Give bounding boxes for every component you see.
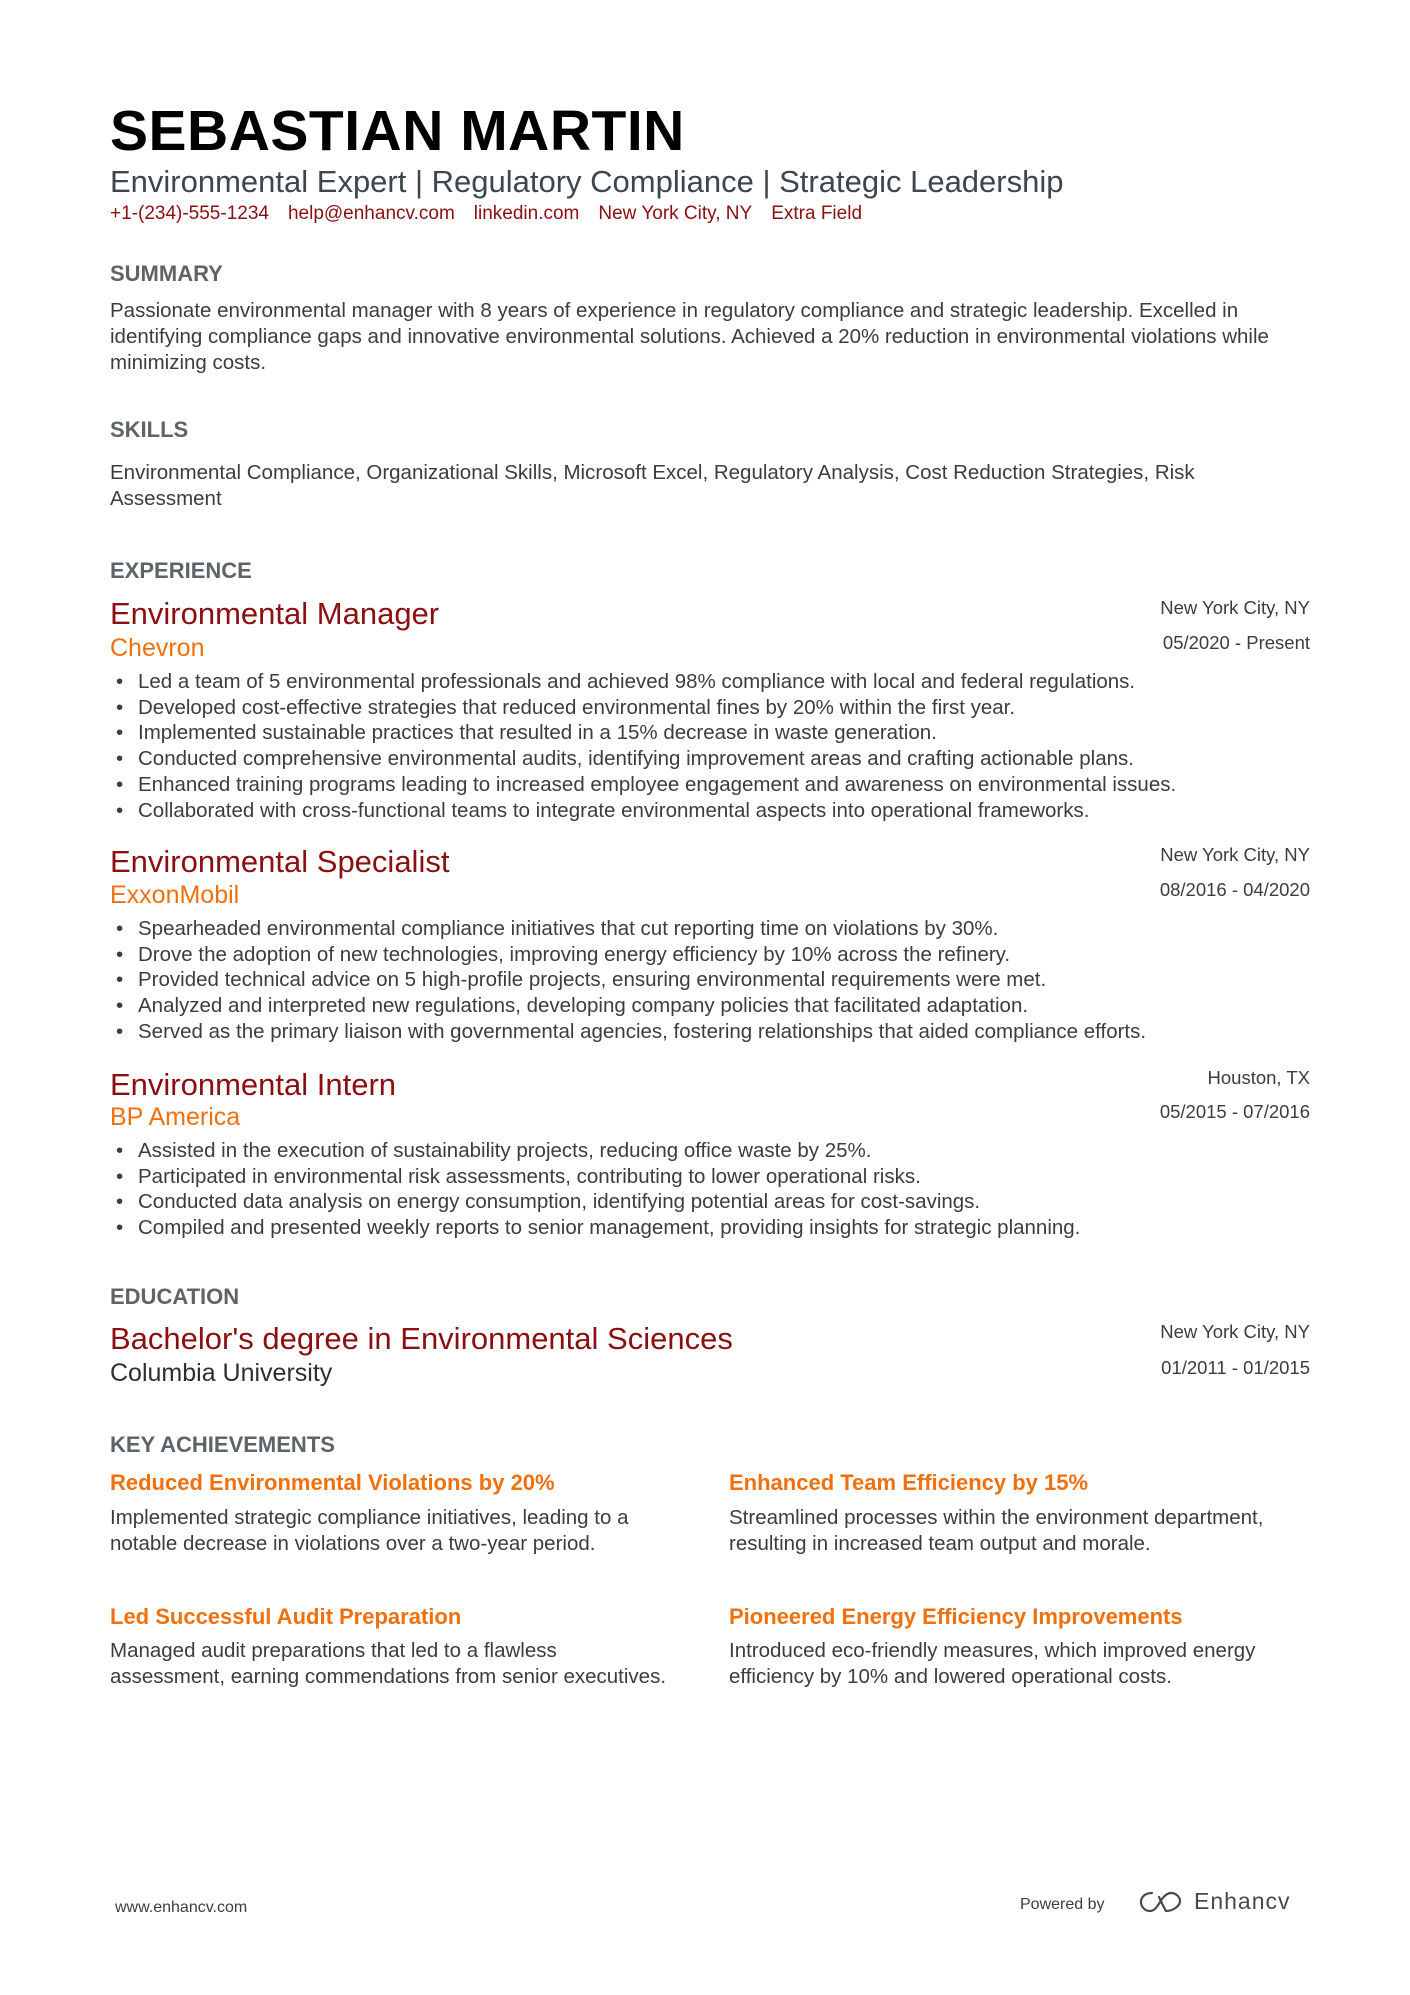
bullet-item: • Conducted data analysis on energy consumption, identifying potential areas for cost-savings. bbox=[110, 1189, 1320, 1215]
extra-field-text: Extra Field bbox=[771, 203, 863, 224]
bullet-item: • Spearheaded environmental compliance initiatives that cut reporting time on violations by 30%. bbox=[110, 916, 1320, 942]
job-location: New York City, NY bbox=[1160, 844, 1310, 865]
company-name: Chevron bbox=[110, 634, 205, 662]
skills-text: Environmental Compliance, Organizational Skills, Microsoft Excel, Regulatory Analysis, Cost Reduction Strategies, Risk Assessment bbox=[110, 461, 1195, 510]
footer-website-link[interactable]: www.enhancv.com bbox=[115, 1899, 248, 1916]
candidate-headline: Environmental Expert | Regulatory Compliance | Strategic Leadership bbox=[110, 164, 1064, 199]
degree-title: Bachelor's degree in Environmental Sciences bbox=[110, 1321, 733, 1356]
achievement-description: Streamlined processes within the environment department, resulting in increased team output and morale. bbox=[729, 1506, 1264, 1555]
company-name: ExxonMobil bbox=[110, 881, 240, 909]
bullet-item: • Compiled and presented weekly reports to senior management, providing insights for strategic planning. bbox=[110, 1215, 1320, 1241]
enhancv-brand-text: Enhancv bbox=[1194, 1888, 1291, 1914]
achievements-heading: KEY ACHIEVEMENTS bbox=[110, 1432, 335, 1457]
job-title: Environmental Manager bbox=[110, 596, 440, 631]
bullet-item: • Analyzed and interpreted new regulations, developing company policies that facilitated adaptation. bbox=[110, 993, 1320, 1019]
bullet-item: • Enhanced training programs leading to increased employee engagement and awareness on environmental issues. bbox=[110, 772, 1320, 798]
job-location: New York City, NY bbox=[1160, 597, 1310, 618]
bullet-item: • Drove the adoption of new technologies, improving energy efficiency by 10% across the refinery. bbox=[110, 942, 1320, 968]
skills-heading: SKILLS bbox=[110, 417, 189, 442]
summary-text: Passionate environmental manager with 8 years of experience in regulatory compliance and strategic leadership. Excelled in identifying compliance gaps and innovative environmental solutions. Achieved a 20% reduction in environmental violations while minimizing costs. bbox=[110, 299, 1269, 374]
job-bullets bbox=[110, 916, 1320, 1045]
powered-by-label: Powered by bbox=[1020, 1896, 1105, 1913]
achievement-title: Reduced Environmental Violations by 20% bbox=[110, 1470, 555, 1495]
linkedin-link[interactable]: linkedin.com bbox=[473, 203, 580, 224]
bullet-item: • Implemented sustainable practices that resulted in a 15% decrease in waste generation. bbox=[110, 720, 1320, 746]
bullet-item: • Served as the primary liaison with governmental agencies, fostering relationships that aided compliance efforts. bbox=[110, 1019, 1320, 1045]
achievement-title: Led Successful Audit Preparation bbox=[110, 1604, 462, 1629]
bullet-item: • Collaborated with cross-functional teams to integrate environmental aspects into operational frameworks. bbox=[110, 798, 1320, 824]
experience-heading: EXPERIENCE bbox=[110, 558, 252, 583]
bullet-item: • Developed cost-effective strategies that reduced environmental fines by 20% within the first year. bbox=[110, 695, 1320, 721]
achievement-title: Enhanced Team Efficiency by 15% bbox=[729, 1470, 1089, 1495]
job-bullets bbox=[110, 669, 1320, 823]
phone-link[interactable]: +1-(234)-555-1234 bbox=[110, 203, 269, 224]
achievement-description: Implemented strategic compliance initiatives, leading to a notable decrease in violations over a two-year period. bbox=[110, 1506, 629, 1555]
job-dates: 05/2015 - 07/2016 bbox=[1159, 1101, 1310, 1122]
company-name: BP America bbox=[110, 1103, 241, 1131]
bullet-item: • Led a team of 5 environmental professionals and achieved 98% compliance with local and federal regulations. bbox=[110, 669, 1320, 695]
bullet-item: • Assisted in the execution of sustainability projects, reducing office waste by 25%. bbox=[110, 1138, 1320, 1164]
enhancv-logo-icon bbox=[1138, 1889, 1184, 1915]
candidate-name: SEBASTIAN MARTIN bbox=[110, 99, 685, 163]
education-dates: 01/2011 - 01/2015 bbox=[1161, 1357, 1310, 1378]
school-name: Columbia University bbox=[110, 1359, 333, 1387]
bullet-item: • Participated in environmental risk assessments, contributing to lower operational risks. bbox=[110, 1164, 1320, 1190]
achievement-description: Managed audit preparations that led to a flawless assessment, earning commendations from senior executives. bbox=[110, 1639, 667, 1688]
bullet-item: • Provided technical advice on 5 high-profile projects, ensuring environmental requirements were met. bbox=[110, 967, 1320, 993]
enhancv-logo[interactable] bbox=[1138, 1888, 1291, 1915]
job-dates: 08/2016 - 04/2020 bbox=[1159, 879, 1310, 900]
education-location: New York City, NY bbox=[1160, 1321, 1310, 1342]
job-location: Houston, TX bbox=[1207, 1067, 1310, 1088]
location-text: New York City, NY bbox=[598, 203, 753, 224]
achievement-title: Pioneered Energy Efficiency Improvements bbox=[729, 1604, 1183, 1629]
contact-info bbox=[110, 203, 862, 225]
job-dates: 05/2020 - Present bbox=[1162, 632, 1310, 653]
job-bullets bbox=[110, 1138, 1320, 1241]
summary-heading: SUMMARY bbox=[110, 261, 223, 286]
achievement-description: Introduced eco-friendly measures, which improved energy efficiency by 10% and lowered operational costs. bbox=[729, 1639, 1256, 1688]
email-link[interactable]: help@enhancv.com bbox=[287, 203, 455, 224]
job-title: Environmental Intern bbox=[110, 1067, 397, 1102]
bullet-item: • Conducted comprehensive environmental audits, identifying improvement areas and crafting actionable plans. bbox=[110, 746, 1320, 772]
education-heading: EDUCATION bbox=[110, 1284, 240, 1309]
job-title: Environmental Specialist bbox=[110, 844, 450, 879]
